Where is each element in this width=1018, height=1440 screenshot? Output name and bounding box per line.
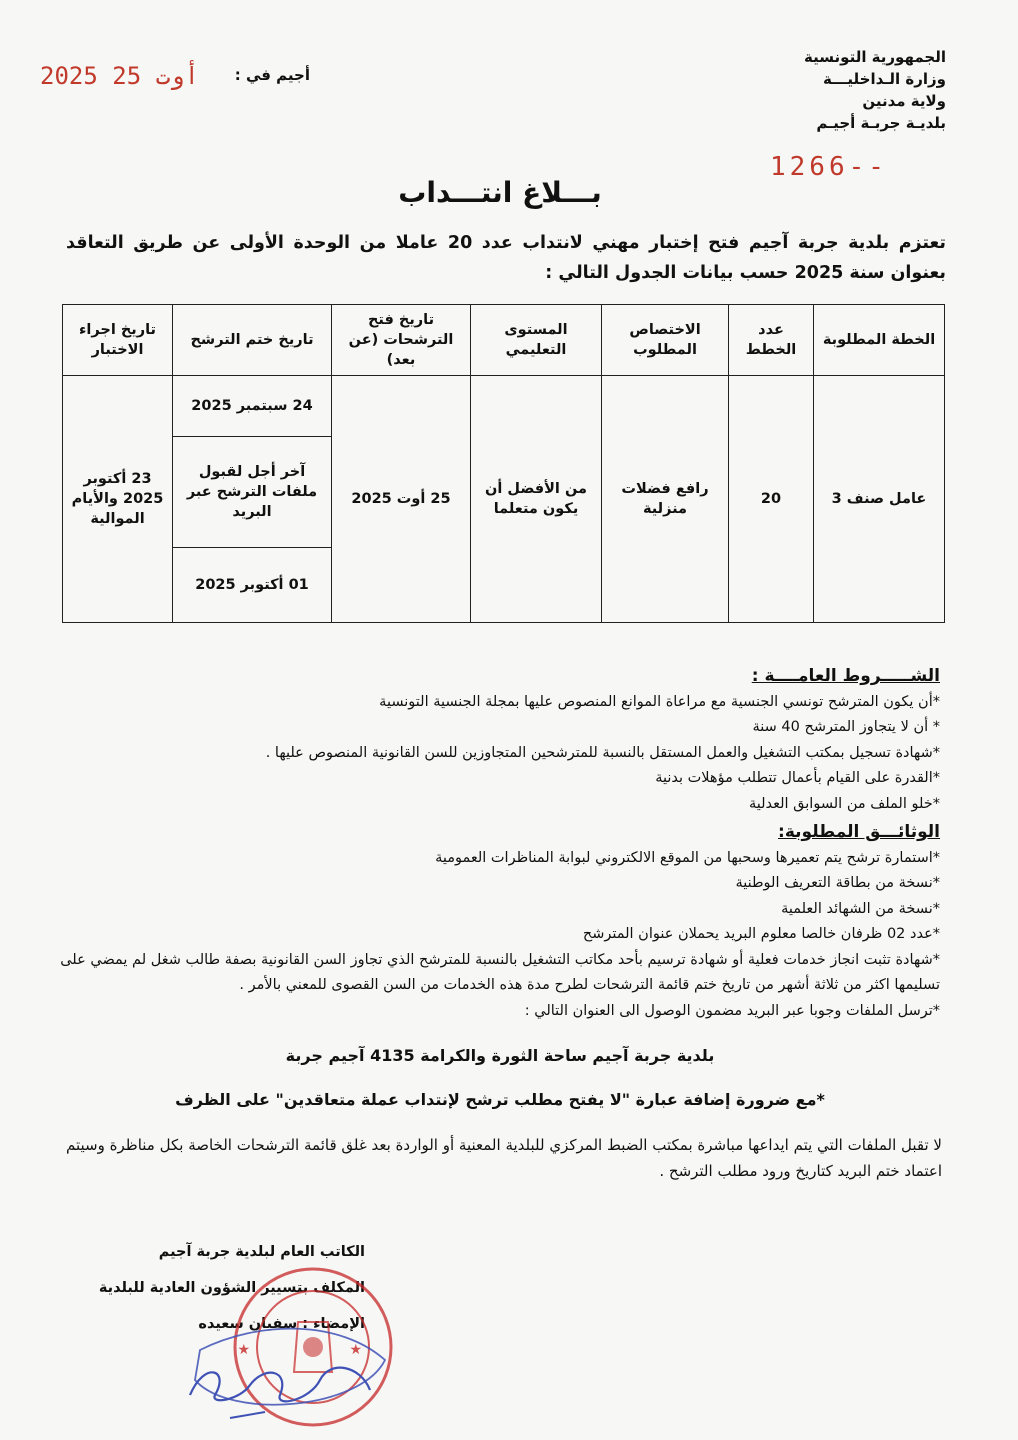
envelope-note: *مع ضرورة إضافة عبارة "لا يفتح مطلب ترشح لإنتداب عملة متعاقدين" على الظرف: [175, 1090, 825, 1109]
cell-close-date-online: 24 سبتمبر 2025: [173, 376, 332, 437]
list-item: *القدرة على القيام بأعمال تتطلب مؤهلات بدنية: [655, 770, 940, 786]
list-item: *نسخة من بطاقة التعريف الوطنية: [735, 875, 940, 891]
document-title: بـــلاغ انتـــداب: [398, 176, 602, 209]
list-item: *عدد 02 ظرفان خالصا معلوم البريد يحملان عنوان المترشح: [582, 926, 940, 942]
conditions-heading: الشـــــروط العامــــة :: [751, 666, 940, 686]
place-label: أجيم في :: [234, 66, 310, 84]
intro-paragraph: تعتزم بلدية جربة آجيم فتح إختبار مهني لانتداب عدد 20 عاملا من الوحدة الأولى عن طريق التعاقد بعنوان سنة 2025 حسب بيانات الجدول التالي :: [66, 233, 946, 283]
handwritten-signature: [170, 1300, 400, 1430]
signatory-title: الكاتب العام لبلدية جربة آجيم: [158, 1244, 365, 1260]
list-item: *نسخة من الشهائد العلمية: [781, 900, 940, 917]
svg-text:★: ★: [349, 1342, 362, 1358]
closing-paragraph: لا تقبل الملفات التي يتم ايداعها مباشرة بمكتب الضبط المركزي للبلدية المعنية أو الواردة بعد غلق قائمة الترشحات الخاصة بكل مناظرة وسيتم اعتماد ختم البريد كتاريخ ورود مطلب الترشح .: [66, 1136, 942, 1180]
cell-count: 20: [729, 376, 814, 623]
list-item: *ترسل الملفات وجوبا عبر البريد مضمون الوصول الى العنوان التالي :: [524, 1002, 940, 1019]
col-header-specialty: الاختصاص المطلوب: [602, 305, 729, 376]
general-conditions: [60, 664, 940, 817]
col-header-position: الخطة المطلوبة: [814, 305, 945, 376]
recruitment-table: [62, 304, 945, 623]
cell-exam-date: 23 أكتوبر 2025 والأيام الموالية: [63, 376, 173, 623]
col-header-exam-date: تاريخ اجراء الاختبار: [63, 305, 173, 376]
col-header-level: المستوى التعليمي: [471, 305, 602, 376]
list-item: *أن يكون المترشح تونسي الجنسية مع مراعاة الموانع المنصوص عليها بمجلة الجنسية التونسية: [379, 693, 940, 710]
header-line-municipality: بلديـة جربـة أجيـم: [816, 114, 946, 132]
cell-postal-deadline-label: آخر أجل لقبول ملفات الترشح عبر البريد: [173, 437, 332, 548]
col-header-count: عدد الخطط: [729, 305, 814, 376]
issuer-header: [726, 46, 946, 134]
svg-text:★: ★: [237, 1342, 250, 1358]
table-header-row: [63, 305, 945, 376]
cell-position: عامل صنف 3: [814, 376, 945, 623]
list-item: *استمارة ترشح يتم تعميرها وسحبها من الموقع الالكتروني لبوابة المناظرات العمومية: [435, 849, 940, 866]
header-line-ministry: وزارة الـداخليـــة: [822, 70, 946, 88]
col-header-close-date: تاريخ ختم الترشح: [173, 305, 332, 376]
list-item: *خلو الملف من السوابق العدلية: [748, 795, 940, 812]
date-stamp: 2025 أوت 25: [40, 62, 199, 90]
cell-close-date-postal: 01 أكتوبر 2025: [173, 548, 332, 623]
cell-level: من الأفضل أن يكون متعلما: [471, 376, 602, 623]
mailing-address: بلدية جربة آجيم ساحة الثورة والكرامة 4135 آجيم جربة: [285, 1046, 715, 1065]
header-line-country: الجمهورية التونسية: [804, 48, 946, 66]
table-row: [63, 376, 945, 437]
cell-open-date: 25 أوت 2025: [332, 376, 471, 623]
documents-heading: الوثائـــق المطلوبة:: [778, 822, 940, 842]
cell-specialty: رافع فضلات منزلية: [602, 376, 729, 623]
required-documents: [60, 820, 940, 1024]
list-item: *شهادة تسجيل بمكتب التشغيل والعمل المستقل بالنسبة للمترشحين المتجاوزين للسن القانونية المنصوص عليها .: [265, 744, 940, 761]
col-header-open-date: تاريخ فتح الترشحات (عن بعد): [332, 305, 471, 376]
list-item: * أن لا يتجاوز المترشح 40 سنة: [752, 719, 940, 735]
signatory-role: المكلف بتسيير الشؤون العادية للبلدية: [98, 1280, 365, 1296]
date-block: [40, 62, 310, 102]
list-item: *شهادة تثبت انجاز خدمات فعلية أو شهادة ترسيم بأحد مكاتب التشغيل بالنسبة للمترشح الذي تجاوز السن القانونية بصفة طالب شغل لم يمضي على تسليمها اكثر من ثلاثة أشهر من تاريخ ختم قائمة الترشحات لطرح مدة هذه الخدمات من السن القصوى للمعني بالأمر .: [60, 951, 940, 993]
header-line-governorate: ولاية مدنين: [862, 92, 946, 110]
signatory-name: الإمضاء : سفيان سعيده: [198, 1316, 365, 1332]
reference-number-stamp: 1266--: [770, 152, 888, 182]
